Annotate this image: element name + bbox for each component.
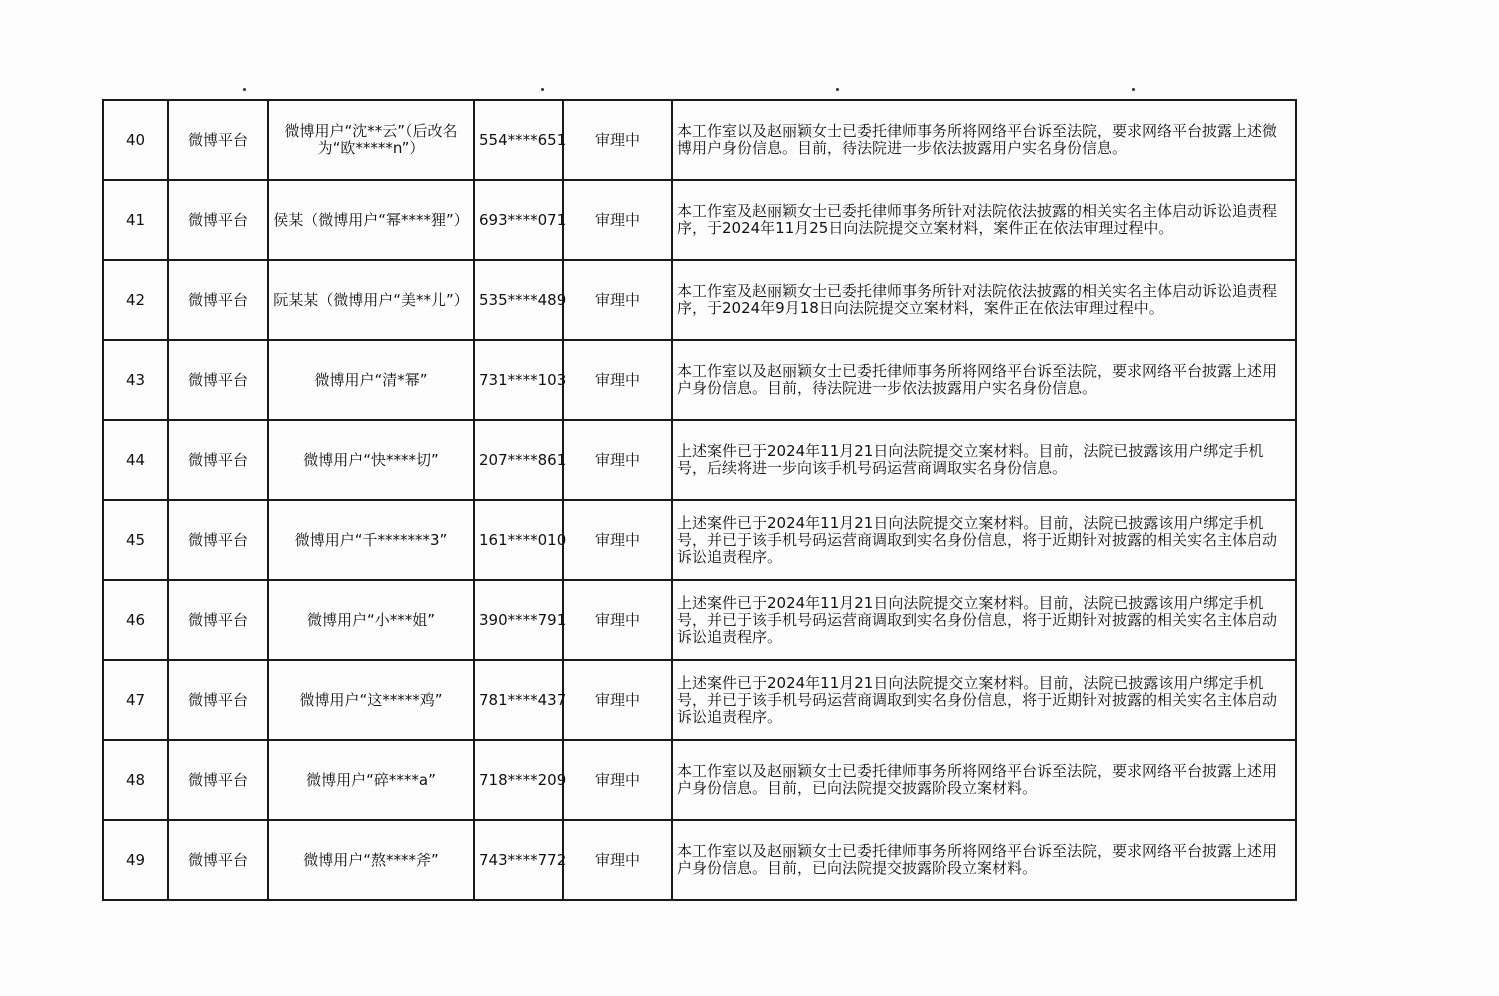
progress-cell: 本工作室以及赵丽颖女士已委托律师事务所将网络平台诉至法院，要求网络平台披露上述用户身份信息。目前，待法院进一步依法披露用户实名身份信息。 xyxy=(672,340,1296,420)
platform-cell: 微博平台 xyxy=(168,580,268,660)
progress-cell: 本工作室及赵丽颖女士已委托律师事务所针对法院依法披露的相关实名主体启动诉讼追责程序，于2024年11月25日向法院提交立案材料，案件正在依法审理过程中。 xyxy=(672,180,1296,260)
row-number: 44 xyxy=(103,420,168,500)
row-number: 40 xyxy=(103,100,168,180)
user-cell: 微博用户“小***姐” xyxy=(268,580,474,660)
platform-cell: 微博平台 xyxy=(168,820,268,900)
row-number: 41 xyxy=(103,180,168,260)
platform-cell: 微博平台 xyxy=(168,180,268,260)
progress-cell: 本工作室以及赵丽颖女士已委托律师事务所将网络平台诉至法院，要求网络平台披露上述用户身份信息。目前，已向法院提交披露阶段立案材料。 xyxy=(672,820,1296,900)
table-row xyxy=(103,340,1296,420)
platform-cell: 微博平台 xyxy=(168,340,268,420)
platform-cell: 微博平台 xyxy=(168,100,268,180)
user-cell: 微博用户“沈**云”（后改名为“欧*****n”） xyxy=(268,100,474,180)
progress-cell: 上述案件已于2024年11月21日向法院提交立案材料。目前，法院已披露该用户绑定手机号，后续将进一步向该手机号码运营商调取实名身份信息。 xyxy=(672,420,1296,500)
status-cell: 审理中 xyxy=(563,180,672,260)
account-id-cell: 207****861 xyxy=(474,420,563,500)
table-row xyxy=(103,820,1296,900)
status-cell: 审理中 xyxy=(563,260,672,340)
account-id-cell: 535****489 xyxy=(474,260,563,340)
table-row xyxy=(103,500,1296,580)
user-cell: 侯某（微博用户“幂****狸”） xyxy=(268,180,474,260)
account-id-cell: 743****772 xyxy=(474,820,563,900)
platform-cell: 微博平台 xyxy=(168,500,268,580)
account-id-cell: 781****437 xyxy=(474,660,563,740)
user-cell: 微博用户“快****切” xyxy=(268,420,474,500)
table-row xyxy=(103,740,1296,820)
table-row xyxy=(103,420,1296,500)
platform-cell: 微博平台 xyxy=(168,740,268,820)
row-number: 46 xyxy=(103,580,168,660)
status-cell: 审理中 xyxy=(563,580,672,660)
progress-cell: 本工作室以及赵丽颖女士已委托律师事务所将网络平台诉至法院，要求网络平台披露上述用户身份信息。目前，已向法院提交披露阶段立案材料。 xyxy=(672,740,1296,820)
table-row xyxy=(103,580,1296,660)
user-cell: 微博用户“千*******3” xyxy=(268,500,474,580)
account-id-cell: 390****791 xyxy=(474,580,563,660)
user-cell: 阮某某（微博用户“美**儿”） xyxy=(268,260,474,340)
row-number: 45 xyxy=(103,500,168,580)
progress-cell: 上述案件已于2024年11月21日向法院提交立案材料。目前，法院已披露该用户绑定手机号，并已于该手机号码运营商调取到实名身份信息，将于近期针对披露的相关实名主体启动诉讼追责程序。 xyxy=(672,660,1296,740)
scan-dot xyxy=(243,88,246,91)
account-id-cell: 554****651 xyxy=(474,100,563,180)
status-cell: 审理中 xyxy=(563,100,672,180)
status-cell: 审理中 xyxy=(563,820,672,900)
account-id-cell: 718****209 xyxy=(474,740,563,820)
user-cell: 微博用户“清*幂” xyxy=(268,340,474,420)
progress-cell: 本工作室以及赵丽颖女士已委托律师事务所将网络平台诉至法院，要求网络平台披露上述微博用户身份信息。目前，待法院进一步依法披露用户实名身份信息。 xyxy=(672,100,1296,180)
status-cell: 审理中 xyxy=(563,500,672,580)
status-cell: 审理中 xyxy=(563,420,672,500)
row-number: 43 xyxy=(103,340,168,420)
account-id-cell: 161****010 xyxy=(474,500,563,580)
case-table xyxy=(102,99,1297,901)
progress-cell: 上述案件已于2024年11月21日向法院提交立案材料。目前，法院已披露该用户绑定手机号，并已于该手机号码运营商调取到实名身份信息，将于近期针对披露的相关实名主体启动诉讼追责程序。 xyxy=(672,580,1296,660)
case-table-body xyxy=(103,100,1296,900)
user-cell: 微博用户“碎****a” xyxy=(268,740,474,820)
scan-dot xyxy=(836,88,839,91)
account-id-cell: 731****103 xyxy=(474,340,563,420)
user-cell: 微博用户“熬****斧” xyxy=(268,820,474,900)
row-number: 42 xyxy=(103,260,168,340)
status-cell: 审理中 xyxy=(563,660,672,740)
platform-cell: 微博平台 xyxy=(168,260,268,340)
table-row xyxy=(103,180,1296,260)
platform-cell: 微博平台 xyxy=(168,420,268,500)
status-cell: 审理中 xyxy=(563,740,672,820)
row-number: 47 xyxy=(103,660,168,740)
status-cell: 审理中 xyxy=(563,340,672,420)
user-cell: 微博用户“这*****鸡” xyxy=(268,660,474,740)
table-row xyxy=(103,660,1296,740)
account-id-cell: 693****071 xyxy=(474,180,563,260)
table-row xyxy=(103,260,1296,340)
progress-cell: 上述案件已于2024年11月21日向法院提交立案材料。目前，法院已披露该用户绑定手机号，并已于该手机号码运营商调取到实名身份信息，将于近期针对披露的相关实名主体启动诉讼追责程序。 xyxy=(672,500,1296,580)
scan-dot xyxy=(1132,88,1135,91)
scan-dot xyxy=(541,88,544,91)
row-number: 49 xyxy=(103,820,168,900)
row-number: 48 xyxy=(103,740,168,820)
progress-cell: 本工作室及赵丽颖女士已委托律师事务所针对法院依法披露的相关实名主体启动诉讼追责程序，于2024年9月18日向法院提交立案材料，案件正在依法审理过程中。 xyxy=(672,260,1296,340)
table-row xyxy=(103,100,1296,180)
platform-cell: 微博平台 xyxy=(168,660,268,740)
